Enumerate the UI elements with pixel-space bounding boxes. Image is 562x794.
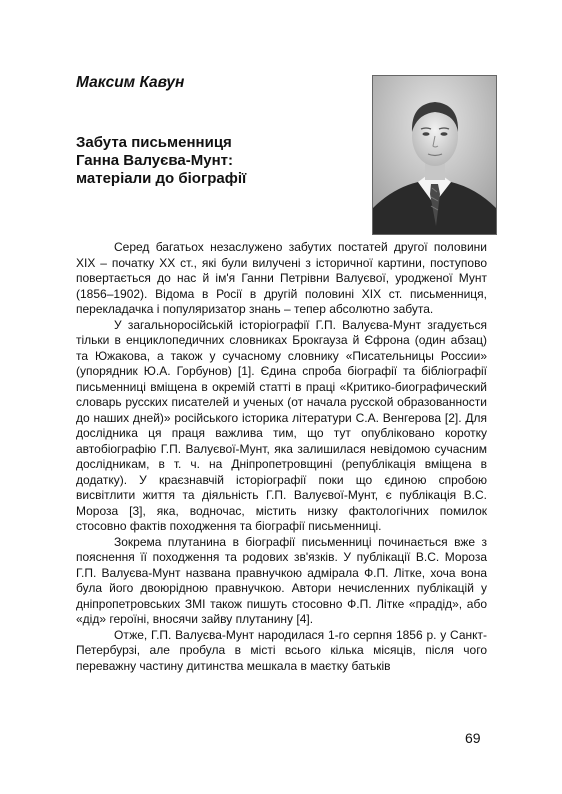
title-line: Забута письменниця xyxy=(76,134,232,151)
page-number: 69 xyxy=(465,730,481,746)
body-paragraph: Отже, Г.П. Валуєва-Мунт народилася 1-го серпня 1856 р. у Санкт-Петербурзі, але пробула в місті всього кілька місяців, після чого переважну частину дитинства мешкала в маєтку батьків xyxy=(76,627,487,673)
article-title xyxy=(76,134,346,188)
article-body xyxy=(76,240,487,674)
author-name: Максим Кавун xyxy=(76,74,185,91)
author-portrait-image xyxy=(373,76,496,234)
body-paragraph: Зокрема плутанина в біографії письменниці починається вже з пояснення її походження та родових зв'язків. У публікації В.С. Мороза Г.П. Валуєва-Мунт названа правнучкою адмірала Ф.П. Літке, хоча вона була його двоюрідною правнучкою. Автори нечисленних публікацій у дніпропетровських ЗМІ також пишуть стосовно Ф.П. Літке «прадід», або «дід» героїні, вносячи зайву плутанину [4]. xyxy=(76,534,487,626)
body-paragraph: У загальноросійській історіографії Г.П. Валуєва-Мунт згадується тільки в енциклопедичних словниках Брокгауза й Єфрона (один абзац) та Южакова, а також у сучасному словнику «Писательницы России» (упорядник Ю.А. Горбунов) [1]. Єдина спроба біографії та бібліографії письменниці вміщена в окремій статті в праці «Критико-биографический словарь русских писателей и ученых (от начала русской образованности до наших дней)» російського історика літератури С.А. Венгерова [2]. Для дослідника ця праця важлива тим, що тут опубліковано коротку автобіографію Г.П. Валуєвої-Мунт, яка залишилася невідомою сучасним дослідникам, в т. ч. на Дніпропетровщині (републікація вміщена в додатку). У краєзнавчій історіографії поки що єдиною спробою висвітлити життя та діяльність Г.П. Валуєвої-Мунт, є публікація В.С. Мороза [3], яка, водночас, містить низку фактологічних помилок стосовно фактів походження та біографії письменниці. xyxy=(76,317,487,533)
body-paragraph: Серед багатьох незаслужено забутих постатей другої половини XIX – початку XX ст., які були вилучені з історичної картини, поступово повертається до нас й ім'я Ганни Петрівни Валуєвої, уродженої Мунт (1856–1902). Відома в Росії в другій половині XIX ст. письменниця, перекладачка і популяризатор знань – тепер абсолютно забута. xyxy=(76,240,487,316)
title-line: Ганна Валуєва-Мунт: xyxy=(76,152,234,169)
title-line: матеріали до біографії xyxy=(76,170,247,187)
author-photo xyxy=(372,75,497,235)
